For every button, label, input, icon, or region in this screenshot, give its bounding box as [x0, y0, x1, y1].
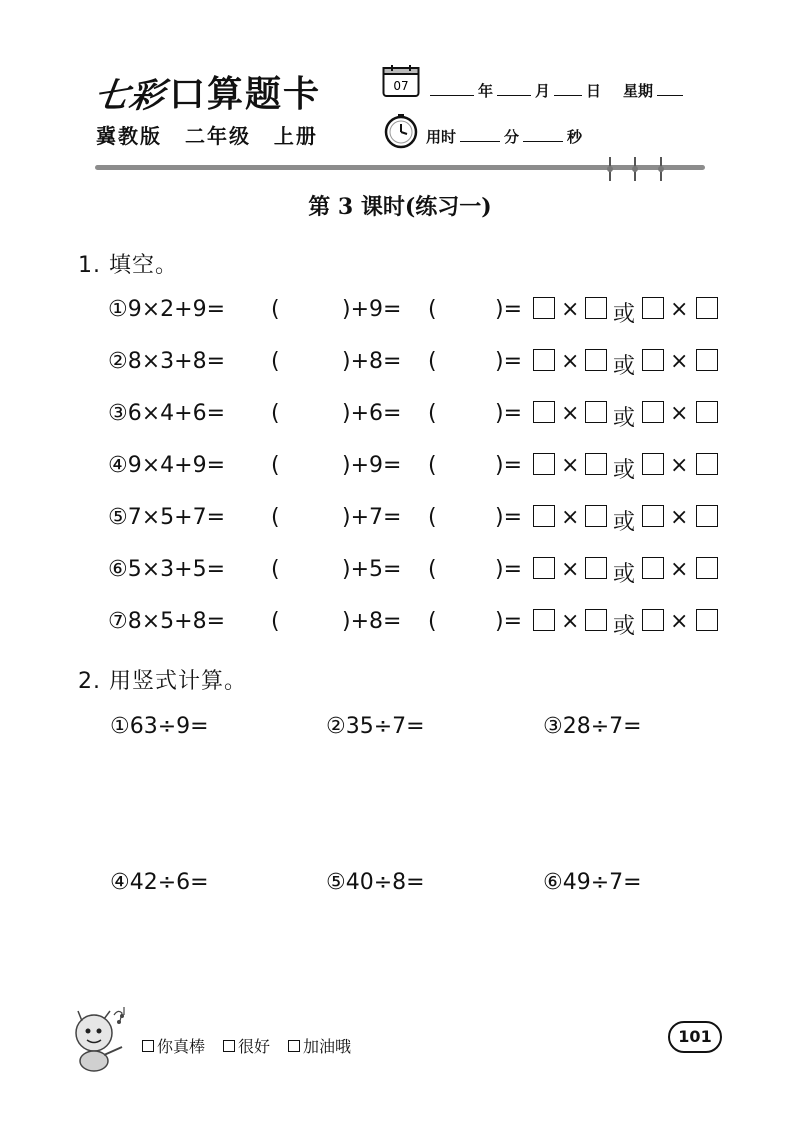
- row-middle: )+9=: [342, 453, 402, 478]
- answer-paren-2[interactable]: (: [428, 505, 437, 530]
- division-problem[interactable]: ②35÷7=: [326, 714, 425, 739]
- times-sign: ×: [561, 453, 580, 478]
- close-paren-equals: )=: [495, 609, 523, 634]
- answer-box[interactable]: [642, 453, 664, 475]
- day-label: 日: [586, 82, 602, 100]
- answer-box[interactable]: [696, 297, 718, 319]
- answer-box[interactable]: [642, 349, 664, 371]
- answer-paren-1[interactable]: (: [271, 505, 280, 530]
- row-middle: )+5=: [342, 557, 402, 582]
- close-paren-equals: )=: [495, 401, 523, 426]
- row-expression: ④9×4+9=: [108, 453, 226, 478]
- answer-box[interactable]: [533, 453, 555, 475]
- question-2-heading: 2. 用竖式计算。: [78, 669, 247, 694]
- answer-box[interactable]: [533, 505, 555, 527]
- answer-paren-2[interactable]: (: [428, 401, 437, 426]
- year-blank[interactable]: [430, 81, 474, 96]
- row-expression: ⑦8×5+8=: [108, 609, 226, 634]
- answer-box[interactable]: [642, 505, 664, 527]
- row-expression: ①9×2+9=: [108, 297, 226, 322]
- lesson-title: 第 3 课时(练习一): [308, 194, 492, 220]
- answer-box[interactable]: [585, 609, 607, 631]
- answer-box[interactable]: [696, 453, 718, 475]
- answer-box[interactable]: [533, 609, 555, 631]
- row-expression: ⑥5×3+5=: [108, 557, 226, 582]
- division-problem[interactable]: ④42÷6=: [110, 870, 209, 895]
- or-label: 或: [613, 614, 636, 639]
- answer-paren-2[interactable]: (: [428, 453, 437, 478]
- clock-icon: [383, 113, 419, 149]
- close-paren-equals: )=: [495, 557, 523, 582]
- seconds-label: 秒: [567, 128, 583, 146]
- answer-box[interactable]: [642, 609, 664, 631]
- close-paren-equals: )=: [495, 349, 523, 374]
- answer-box[interactable]: [585, 297, 607, 319]
- minutes-label: 分: [504, 128, 520, 146]
- answer-paren-2[interactable]: (: [428, 609, 437, 634]
- or-label: 或: [613, 562, 636, 587]
- or-label: 或: [613, 302, 636, 327]
- times-sign: ×: [561, 297, 580, 322]
- answer-box[interactable]: [642, 401, 664, 423]
- times-sign: ×: [670, 401, 689, 426]
- times-sign: ×: [561, 557, 580, 582]
- calendar-day: 07: [393, 79, 409, 93]
- answer-paren-2[interactable]: (: [428, 297, 437, 322]
- rating-checkbox[interactable]: [288, 1040, 300, 1052]
- answer-box[interactable]: [533, 401, 555, 423]
- answer-box[interactable]: [585, 505, 607, 527]
- division-problem[interactable]: ①63÷9=: [110, 714, 209, 739]
- binder-ring-icon: [657, 157, 665, 181]
- month-blank[interactable]: [497, 81, 531, 96]
- row-middle: )+7=: [342, 505, 402, 530]
- time-used-label: 用时: [426, 128, 457, 146]
- row-middle: )+6=: [342, 401, 402, 426]
- brand-title: 口算题卡: [169, 74, 322, 115]
- date-fields: [426, 80, 687, 101]
- binder-ring-icon: [606, 157, 614, 181]
- mascot-icon: [64, 1003, 136, 1075]
- times-sign: ×: [670, 505, 689, 530]
- weekday-blank[interactable]: [657, 81, 683, 96]
- rating-option[interactable]: [288, 1034, 351, 1057]
- or-label: 或: [613, 510, 636, 535]
- answer-paren-2[interactable]: (: [428, 557, 437, 582]
- answer-box[interactable]: [696, 557, 718, 579]
- times-sign: ×: [670, 453, 689, 478]
- month-label: 月: [535, 82, 551, 100]
- answer-box[interactable]: [585, 401, 607, 423]
- row-middle: )+9=: [342, 297, 402, 322]
- times-sign: ×: [561, 349, 580, 374]
- brand-script: 七彩: [91, 76, 168, 116]
- close-paren-equals: )=: [495, 453, 523, 478]
- rating-label: 很好: [238, 1037, 271, 1056]
- weekday-label: 星期: [623, 82, 654, 100]
- answer-box[interactable]: [533, 297, 555, 319]
- times-sign: ×: [670, 557, 689, 582]
- page-number: 101: [668, 1021, 722, 1053]
- seconds-blank[interactable]: [523, 127, 563, 142]
- times-sign: ×: [561, 401, 580, 426]
- rating-label: 加油哦: [303, 1037, 352, 1056]
- answer-box[interactable]: [642, 557, 664, 579]
- answer-box[interactable]: [585, 557, 607, 579]
- question-1-heading: 1. 填空。: [78, 253, 178, 278]
- division-problem[interactable]: ⑤40÷8=: [326, 870, 425, 895]
- answer-paren-1[interactable]: (: [271, 609, 280, 634]
- answer-box[interactable]: [696, 401, 718, 423]
- row-middle: )+8=: [342, 609, 402, 634]
- answer-box[interactable]: [642, 297, 664, 319]
- minutes-blank[interactable]: [460, 127, 500, 142]
- self-rating: [142, 1034, 369, 1057]
- answer-paren-1[interactable]: (: [271, 453, 280, 478]
- times-sign: ×: [670, 349, 689, 374]
- times-sign: ×: [670, 297, 689, 322]
- answer-box[interactable]: [585, 453, 607, 475]
- answer-paren-1[interactable]: (: [271, 401, 280, 426]
- answer-box[interactable]: [696, 505, 718, 527]
- row-middle: )+8=: [342, 349, 402, 374]
- binder-ring-icon: [631, 157, 639, 181]
- or-label: 或: [613, 406, 636, 431]
- edition-label: 冀教版 二年级 上册: [96, 124, 318, 148]
- answer-paren-2[interactable]: (: [428, 349, 437, 374]
- answer-box[interactable]: [696, 349, 718, 371]
- times-sign: ×: [670, 609, 689, 634]
- calendar-icon: [382, 64, 420, 98]
- day-blank[interactable]: [554, 81, 582, 96]
- row-expression: ②8×3+8=: [108, 349, 226, 374]
- rating-label: 你真棒: [157, 1037, 206, 1056]
- rating-checkbox[interactable]: [223, 1040, 235, 1052]
- answer-box[interactable]: [533, 349, 555, 371]
- answer-box[interactable]: [533, 557, 555, 579]
- answer-paren-1[interactable]: (: [271, 349, 280, 374]
- times-sign: ×: [561, 505, 580, 530]
- rating-checkbox[interactable]: [142, 1040, 154, 1052]
- or-label: 或: [613, 458, 636, 483]
- division-problem[interactable]: ③28÷7=: [543, 714, 642, 739]
- brand-logo: [91, 66, 322, 117]
- answer-paren-1[interactable]: (: [271, 557, 280, 582]
- rating-option[interactable]: [142, 1034, 205, 1057]
- or-label: 或: [613, 354, 636, 379]
- rating-option[interactable]: [223, 1034, 270, 1057]
- division-problem[interactable]: ⑥49÷7=: [543, 870, 642, 895]
- answer-paren-1[interactable]: (: [271, 297, 280, 322]
- close-paren-equals: )=: [495, 505, 523, 530]
- time-fields: [426, 126, 582, 147]
- row-expression: ⑤7×5+7=: [108, 505, 226, 530]
- close-paren-equals: )=: [495, 297, 523, 322]
- times-sign: ×: [561, 609, 580, 634]
- answer-box[interactable]: [585, 349, 607, 371]
- row-expression: ③6×4+6=: [108, 401, 226, 426]
- year-label: 年: [478, 82, 494, 100]
- answer-box[interactable]: [696, 609, 718, 631]
